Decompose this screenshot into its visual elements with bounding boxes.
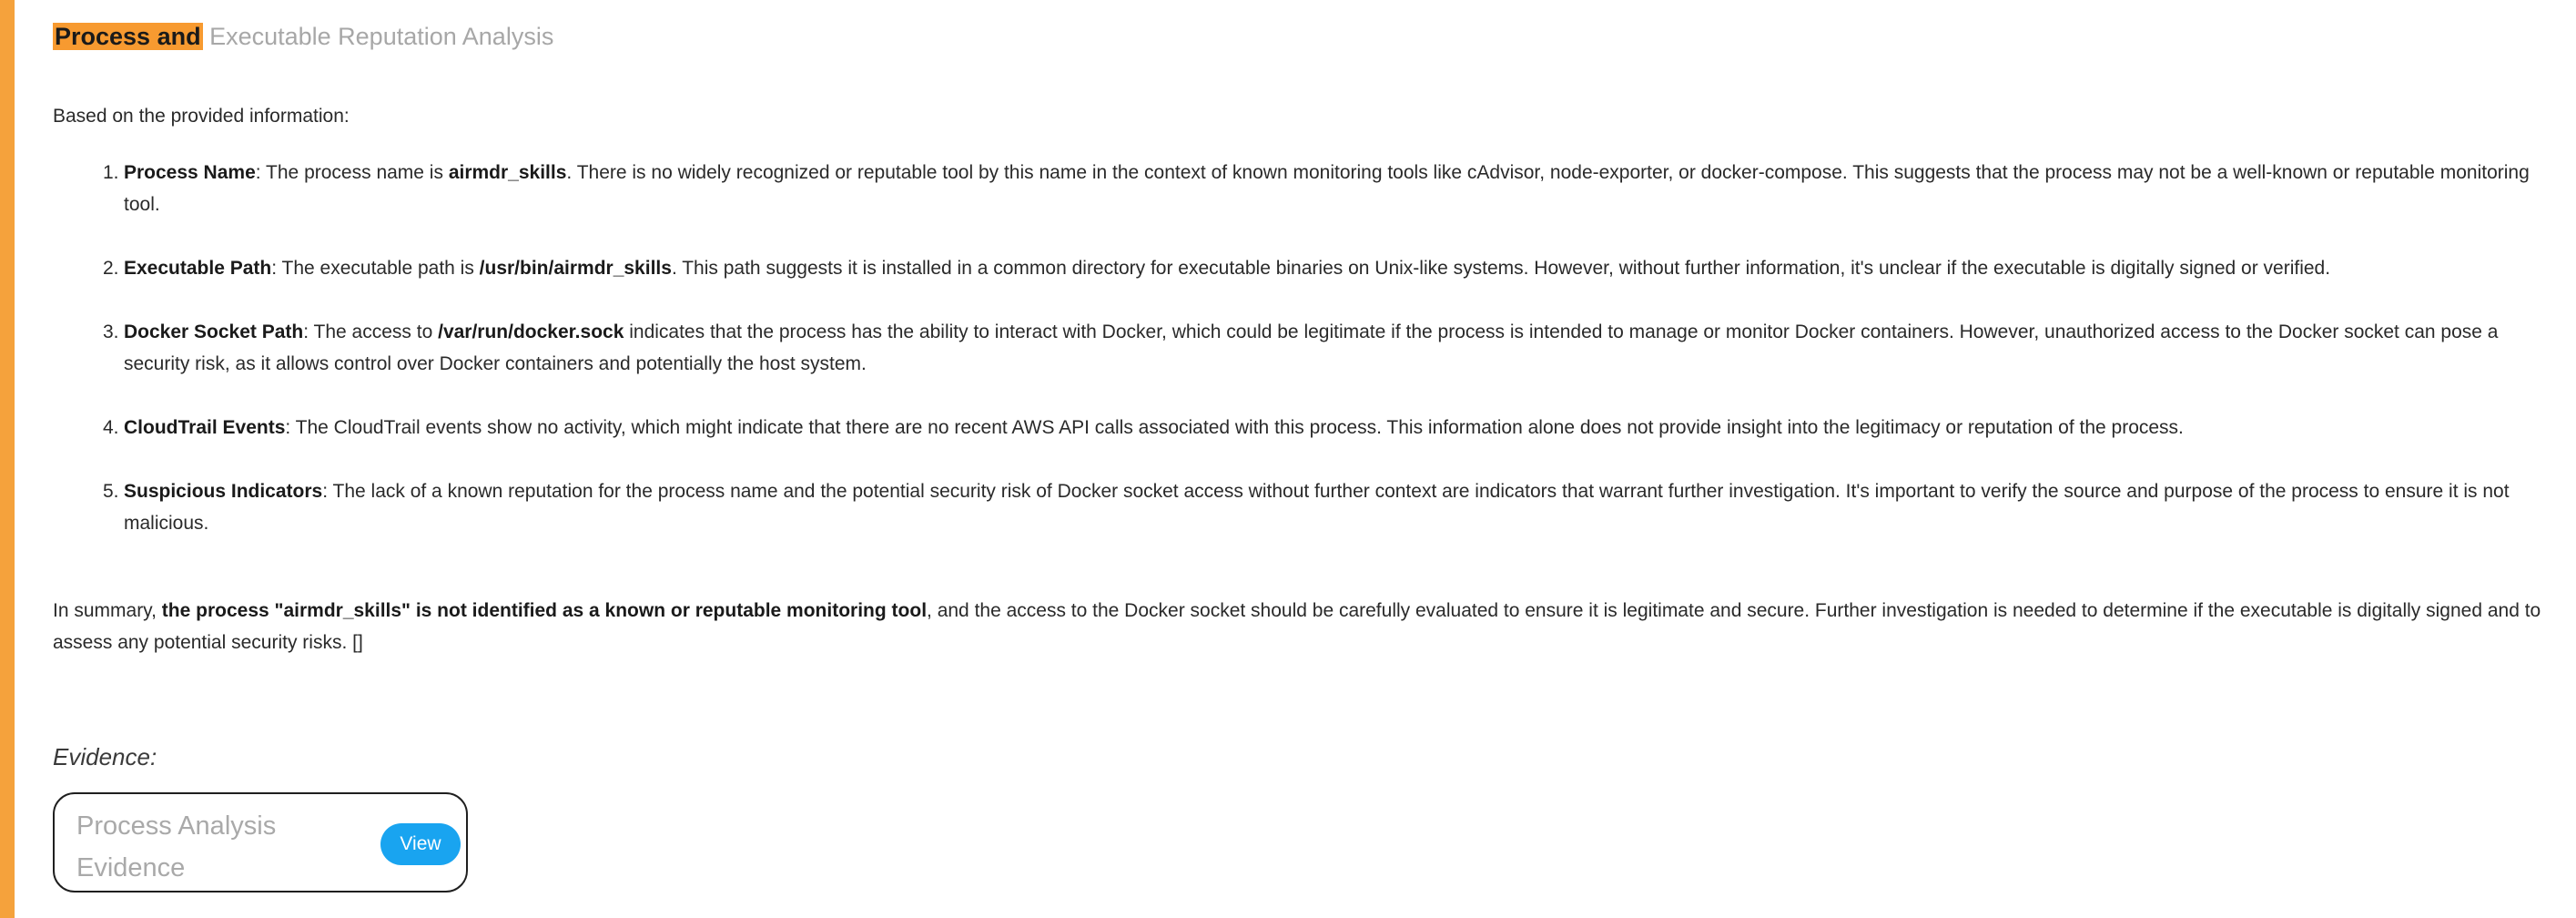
list-item [53, 475, 2547, 539]
list-item-text: : The lack of a known reputation for the process name and the potential security risk of Docker socket access without further context are indicators that warrant further investigation. It's important to verify the source and purpose of the process to ensure it is not malicious. [124, 481, 2510, 534]
list-item-number: 2. [103, 258, 119, 279]
list-item-text: : The executable path is [271, 258, 480, 279]
list-item-text: : The process name is [255, 162, 449, 183]
list-item-text: . There is no widely recognized or reputable tool by this name in the context of known monitoring tools like cAdvisor, node-exporter, or docker-compose. This suggests that the process may not be a well-known or reputable monitoring tool. [124, 162, 2530, 215]
list-item [53, 252, 2547, 284]
list-item-bold: airmdr_skills [448, 162, 567, 183]
accent-bar [0, 0, 15, 918]
list-item [53, 157, 2547, 220]
list-item-text: . This path suggests it is installed in a common directory for executable binaries on Unix-like systems. However, without further information, it's unclear if the executable is digitally signed or verified. [671, 258, 2331, 279]
list-item [53, 412, 2547, 444]
evidence-card-title: Process Analysis Evidence [76, 811, 277, 882]
list-item-term: CloudTrail Events [124, 417, 286, 438]
view-button[interactable]: View [380, 823, 461, 865]
list-item [53, 316, 2547, 380]
heading-highlight: Process and [55, 23, 201, 50]
list-item-number: 4. [103, 417, 119, 438]
list-item-term: Executable Path [124, 258, 272, 279]
list-item-number: 1. [103, 162, 119, 183]
evidence-label: Evidence: [53, 743, 157, 770]
summary-paragraph [53, 595, 2547, 658]
list-item-bold: /var/run/docker.sock [438, 321, 624, 342]
summary-text: In summary, [53, 600, 162, 621]
list-item-bold: /usr/bin/airmdr_skills [479, 258, 672, 279]
heading-rest: Executable Reputation Analysis [202, 23, 554, 50]
section-heading [53, 18, 553, 55]
list-item-text: indicates that the process has the ability to interact with Docker, which could be legitimate if the process is intended to manage or monitor Docker containers. However, unauthorized access to the Docker socket can pose a security risk, as it allows control over Docker containers and potentially the host system. [124, 321, 2499, 374]
evidence-card [53, 792, 468, 892]
findings-list [53, 157, 2547, 571]
list-item-text: : The access to [303, 321, 439, 342]
intro-text: Based on the provided information: [53, 106, 350, 127]
list-item-term: Suspicious Indicators [124, 481, 323, 502]
list-item-number: 5. [103, 481, 119, 502]
list-item-text: : The CloudTrail events show no activity, which might indicate that there are no recent AWS API calls associated with this process. This information alone does not provide insight into the legitimacy or reputation of the process. [285, 417, 2184, 438]
list-item-term: Process Name [124, 162, 256, 183]
list-item-term: Docker Socket Path [124, 321, 304, 342]
summary-text: , and the access to the Docker socket should be carefully evaluated to ensure it is legitimate and secure. Further investigation is needed to determine if the executable is digitally signed and to assess any potential security risks. [] [53, 600, 2541, 653]
list-item-number: 3. [103, 321, 119, 342]
summary-bold: the process "airmdr_skills" is not identified as a known or reputable monitoring tool [161, 600, 928, 621]
